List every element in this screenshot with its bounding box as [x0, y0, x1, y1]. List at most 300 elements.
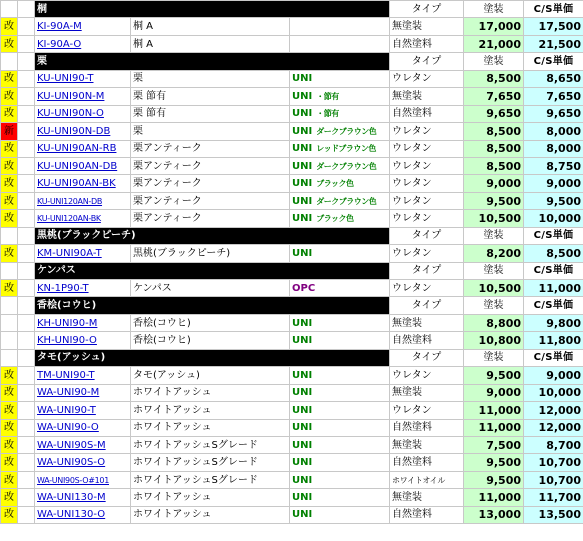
product-name: 栗アンティーク [131, 210, 290, 227]
product-name: 栗アンティーク [131, 140, 290, 157]
status-flag: 改 [1, 471, 18, 488]
price-cs-header: C/S単価 [524, 53, 583, 70]
product-name: ホワイトアッシュSグレード [131, 471, 290, 488]
type-cell [290, 489, 390, 506]
finish-cell: 無塗装 [390, 384, 464, 401]
gap-cell [18, 18, 35, 35]
price-cs: 8,500 [464, 123, 524, 140]
finish-header: 塗装 [464, 349, 524, 366]
product-name: タモ(アッシュ) [131, 367, 290, 384]
gap-cell [18, 402, 35, 419]
gap-cell [18, 384, 35, 401]
section-header-row [1, 227, 583, 244]
finish-cell: 自然塗料 [390, 506, 464, 523]
finish-header: 塗装 [464, 262, 524, 279]
section-header-row [1, 262, 583, 279]
price-cs2: 10,000 [524, 210, 583, 227]
type-header: タイプ [390, 227, 464, 244]
type-header: タイプ [390, 349, 464, 366]
product-name: 桐 A [131, 35, 290, 52]
price-cs2: 8,000 [524, 123, 583, 140]
type-label: UNI [292, 387, 313, 399]
gap-cell [18, 157, 35, 174]
price-cs: 8,500 [464, 70, 524, 87]
product-code-cell [35, 402, 131, 419]
gap-cell [18, 471, 35, 488]
table-row [1, 175, 583, 192]
product-code-link[interactable]: WA-UNI90-T [37, 404, 96, 416]
finish-cell: 無塗装 [390, 18, 464, 35]
type-cell [290, 210, 390, 227]
price-cs: 10,500 [464, 280, 524, 297]
gap-cell [18, 245, 35, 262]
price-cs2: 7,650 [524, 88, 583, 105]
type-header: タイプ [390, 53, 464, 70]
section-header-row [1, 53, 583, 70]
product-code-link[interactable]: WA-UNI90S-O#101 [37, 475, 109, 485]
price-cs2: 9,000 [524, 175, 583, 192]
price-cs: 21,000 [464, 35, 524, 52]
type-label: UNI [292, 247, 313, 259]
product-name: ホワイトアッシュSグレード [131, 436, 290, 453]
price-cs2: 9,800 [524, 314, 583, 331]
product-name: 香桧(コウヒ) [131, 314, 290, 331]
price-cs: 8,200 [464, 245, 524, 262]
product-name: 香桧(コウヒ) [131, 332, 290, 349]
type-label: UNI [292, 509, 313, 521]
finish-cell: ウレタン [390, 140, 464, 157]
product-name: 黒桃(ブラックピーチ) [131, 245, 290, 262]
price-cs: 9,500 [464, 471, 524, 488]
table-row [1, 489, 583, 506]
table-row [1, 105, 583, 122]
status-flag: 改 [1, 18, 18, 35]
gap-cell [18, 53, 35, 70]
flag-cell [1, 297, 18, 314]
price-cs-header: C/S単価 [524, 227, 583, 244]
product-code-link[interactable]: KU-UNI90N-DB [37, 125, 111, 137]
type-label: UNI [292, 160, 313, 172]
price-cs: 13,000 [464, 506, 524, 523]
finish-header: 塗装 [464, 297, 524, 314]
product-code-cell [35, 140, 131, 157]
table-row [1, 192, 583, 209]
section-title: 栗 [35, 53, 390, 70]
price-cs: 17,000 [464, 18, 524, 35]
product-code-cell [35, 489, 131, 506]
price-cs2: 13,500 [524, 506, 583, 523]
type-label: OPC [292, 282, 316, 294]
type-header: タイプ [390, 297, 464, 314]
finish-cell: ウレタン [390, 123, 464, 140]
price-cs: 7,500 [464, 436, 524, 453]
finish-cell: 自然塗料 [390, 454, 464, 471]
type-cell [290, 436, 390, 453]
product-code-cell [35, 506, 131, 523]
product-code-link[interactable]: KH-UNI90-O [37, 335, 97, 347]
type-label: UNI [292, 178, 313, 190]
product-code-cell [35, 157, 131, 174]
product-code-cell [35, 35, 131, 52]
flag-cell [1, 349, 18, 366]
type-label: UNI [292, 143, 313, 155]
product-name: ホワイトアッシュ [131, 419, 290, 436]
product-code-cell [35, 123, 131, 140]
table-row [1, 70, 583, 87]
gap-cell [18, 349, 35, 366]
status-flag: 改 [1, 175, 18, 192]
product-code-cell [35, 384, 131, 401]
status-flag: 改 [1, 436, 18, 453]
finish-cell: ウレタン [390, 175, 464, 192]
status-flag [1, 314, 18, 331]
type-sub-label: ブラック色 [316, 179, 354, 189]
gap-cell [18, 489, 35, 506]
finish-cell: ウレタン [390, 280, 464, 297]
price-cs: 9,500 [464, 367, 524, 384]
type-label: UNI [292, 369, 313, 381]
type-cell [290, 506, 390, 523]
gap-cell [18, 227, 35, 244]
price-cs: 9,500 [464, 192, 524, 209]
type-sub-label: ブラック色 [316, 213, 354, 223]
type-cell [290, 419, 390, 436]
product-name: ホワイトアッシュ [131, 384, 290, 401]
type-label: UNI [292, 125, 313, 137]
product-name: ホワイトアッシュSグレード [131, 454, 290, 471]
status-flag [1, 332, 18, 349]
finish-cell: ウレタン [390, 192, 464, 209]
gap-cell [18, 35, 35, 52]
price-cs2: 9,650 [524, 105, 583, 122]
gap-cell [18, 210, 35, 227]
product-name: 栗 [131, 70, 290, 87]
section-title: 桐 [35, 1, 390, 18]
status-flag: 新 [1, 123, 18, 140]
table-row [1, 454, 583, 471]
finish-cell: ウレタン [390, 367, 464, 384]
gap-cell [18, 314, 35, 331]
table-row [1, 157, 583, 174]
type-cell [290, 140, 390, 157]
status-flag: 改 [1, 245, 18, 262]
price-cs2: 8,000 [524, 140, 583, 157]
product-code-cell [35, 280, 131, 297]
type-label: UNI [292, 212, 313, 224]
price-cs: 11,000 [464, 402, 524, 419]
gap-cell [18, 140, 35, 157]
product-code-link[interactable]: KU-UNI90N-M [37, 90, 105, 102]
type-cell [290, 18, 390, 35]
product-code-cell [35, 175, 131, 192]
type-label: UNI [292, 90, 313, 102]
product-code-link[interactable]: KN-1P90-T [37, 282, 89, 294]
type-sub-label: ダークブラウン色 [316, 126, 377, 136]
product-code-link[interactable]: WA-UNI90S-O [37, 457, 106, 469]
table-body [1, 1, 583, 524]
table-row [1, 210, 583, 227]
price-cs: 9,650 [464, 105, 524, 122]
type-cell [290, 367, 390, 384]
table-row [1, 245, 583, 262]
product-code-cell [35, 314, 131, 331]
price-cs: 11,000 [464, 419, 524, 436]
table-row [1, 471, 583, 488]
type-sub-label: レッドブラウン色 [316, 144, 376, 154]
price-cs: 7,650 [464, 88, 524, 105]
product-code-link[interactable]: WA-UNI130-M [37, 491, 106, 503]
price-cs-header: C/S単価 [524, 297, 583, 314]
table-row [1, 384, 583, 401]
product-code-cell [35, 419, 131, 436]
type-cell [290, 471, 390, 488]
status-flag: 改 [1, 454, 18, 471]
gap-cell [18, 332, 35, 349]
price-cs2: 9,500 [524, 192, 583, 209]
type-sub-label: ダークブラウン色 [316, 161, 377, 171]
finish-header: 塗装 [464, 227, 524, 244]
product-code-link[interactable]: KI-90A-O [37, 38, 82, 50]
type-header: タイプ [390, 1, 464, 18]
product-code-link[interactable]: WA-UNI130-O [37, 509, 106, 521]
gap-cell [18, 506, 35, 523]
product-code-link[interactable]: KU-UNI120AN-BK [37, 213, 101, 223]
status-flag: 改 [1, 210, 18, 227]
price-cs-header: C/S単価 [524, 262, 583, 279]
product-name: 栗アンティーク [131, 157, 290, 174]
status-flag: 改 [1, 367, 18, 384]
status-flag: 改 [1, 419, 18, 436]
product-name: 栗 節有 [131, 105, 290, 122]
table-row [1, 367, 583, 384]
finish-cell: ウレタン [390, 210, 464, 227]
price-cs-header: C/S単価 [524, 349, 583, 366]
price-cs: 8,500 [464, 157, 524, 174]
product-name: ホワイトアッシュ [131, 506, 290, 523]
type-cell [290, 314, 390, 331]
finish-header: 塗装 [464, 1, 524, 18]
table-row [1, 280, 583, 297]
type-cell [290, 245, 390, 262]
gap-cell [18, 297, 35, 314]
flag-cell [1, 227, 18, 244]
finish-cell: 自然塗料 [390, 419, 464, 436]
section-title: ケンパス [35, 262, 390, 279]
product-name: 栗アンティーク [131, 192, 290, 209]
product-name: ホワイトアッシュ [131, 402, 290, 419]
type-sub-label: ・節有 [316, 109, 339, 119]
price-cs: 11,000 [464, 489, 524, 506]
price-cs2: 10,700 [524, 454, 583, 471]
gap-cell [18, 70, 35, 87]
price-cs2: 8,700 [524, 436, 583, 453]
type-label: UNI [292, 195, 313, 207]
price-cs2: 12,000 [524, 402, 583, 419]
status-flag: 改 [1, 489, 18, 506]
status-flag: 改 [1, 384, 18, 401]
product-code-link[interactable]: KI-90A-M [37, 21, 82, 33]
type-cell [290, 192, 390, 209]
finish-cell: 自然塗料 [390, 35, 464, 52]
type-cell [290, 157, 390, 174]
product-code-link[interactable]: WA-UNI90-O [37, 422, 99, 434]
type-label: UNI [292, 404, 313, 416]
price-cs: 10,800 [464, 332, 524, 349]
type-cell [290, 384, 390, 401]
gap-cell [18, 123, 35, 140]
gap-cell [18, 262, 35, 279]
gap-cell [18, 105, 35, 122]
price-cs2: 21,500 [524, 35, 583, 52]
type-label: UNI [292, 317, 313, 329]
finish-cell: ウレタン [390, 70, 464, 87]
section-header-row [1, 1, 583, 18]
gap-cell [18, 192, 35, 209]
type-label: UNI [292, 457, 313, 469]
type-cell [290, 123, 390, 140]
type-sub-label: ・節有 [316, 91, 339, 101]
flag-cell [1, 1, 18, 18]
price-cs2: 11,700 [524, 489, 583, 506]
product-code-cell [35, 367, 131, 384]
price-cs2: 8,750 [524, 157, 583, 174]
finish-cell: 自然塗料 [390, 332, 464, 349]
product-code-link[interactable]: KU-UNI90N-O [37, 108, 104, 120]
product-code-link[interactable]: KM-UNI90A-T [37, 247, 102, 259]
finish-header: 塗装 [464, 53, 524, 70]
product-code-cell [35, 105, 131, 122]
finish-cell: 無塗装 [390, 489, 464, 506]
product-code-link[interactable]: KU-UNI90-T [37, 73, 94, 85]
type-cell [290, 88, 390, 105]
table-row [1, 332, 583, 349]
gap-cell [18, 436, 35, 453]
type-label: UNI [292, 491, 313, 503]
product-name: 栗 [131, 123, 290, 140]
product-code-cell [35, 471, 131, 488]
product-code-cell [35, 192, 131, 209]
section-header-row [1, 297, 583, 314]
type-cell [290, 332, 390, 349]
gap-cell [18, 175, 35, 192]
flag-cell [1, 53, 18, 70]
product-code-link[interactable]: WA-UNI90-M [37, 387, 100, 399]
section-title: 黒桃(ブラックピーチ) [35, 227, 390, 244]
status-flag: 改 [1, 192, 18, 209]
price-cs-header: C/S単価 [524, 1, 583, 18]
section-title: タモ(アッシュ) [35, 349, 390, 366]
table-row [1, 18, 583, 35]
status-flag: 改 [1, 35, 18, 52]
table-row [1, 140, 583, 157]
gap-cell [18, 1, 35, 18]
price-cs2: 11,800 [524, 332, 583, 349]
price-cs: 8,500 [464, 140, 524, 157]
product-code-cell [35, 245, 131, 262]
table-row [1, 436, 583, 453]
gap-cell [18, 419, 35, 436]
type-label: UNI [292, 335, 313, 347]
price-cs: 10,500 [464, 210, 524, 227]
finish-cell: 自然塗料 [390, 105, 464, 122]
product-code-link[interactable]: WA-UNI90S-M [37, 439, 106, 451]
product-name: ホワイトアッシュ [131, 489, 290, 506]
status-flag: 改 [1, 88, 18, 105]
price-cs2: 10,000 [524, 384, 583, 401]
type-cell [290, 454, 390, 471]
finish-cell: 無塗装 [390, 314, 464, 331]
product-code-cell [35, 70, 131, 87]
product-code-link[interactable]: KU-UNI120AN-DB [37, 196, 103, 206]
price-cs: 8,800 [464, 314, 524, 331]
table-row [1, 314, 583, 331]
finish-cell: 無塗装 [390, 436, 464, 453]
price-cs2: 11,000 [524, 280, 583, 297]
price-cs2: 8,500 [524, 245, 583, 262]
type-cell [290, 105, 390, 122]
section-header-row [1, 349, 583, 366]
product-name: 栗アンティーク [131, 175, 290, 192]
status-flag: 改 [1, 157, 18, 174]
price-cs2: 17,500 [524, 18, 583, 35]
product-name: ケンパス [131, 280, 290, 297]
product-code-cell [35, 332, 131, 349]
finish-cell: ウレタン [390, 245, 464, 262]
finish-cell: 無塗装 [390, 88, 464, 105]
price-cs2: 10,700 [524, 471, 583, 488]
status-flag: 改 [1, 70, 18, 87]
status-flag: 改 [1, 402, 18, 419]
type-cell [290, 175, 390, 192]
status-flag: 改 [1, 105, 18, 122]
finish-cell: ウレタン [390, 402, 464, 419]
status-flag: 改 [1, 506, 18, 523]
flag-cell [1, 262, 18, 279]
product-code-link[interactable]: KU-UNI90AN-RB [37, 143, 117, 155]
gap-cell [18, 88, 35, 105]
finish-cell: ウレタン [390, 157, 464, 174]
gap-cell [18, 454, 35, 471]
price-cs: 9,500 [464, 454, 524, 471]
price-cs2: 12,000 [524, 419, 583, 436]
table-row [1, 123, 583, 140]
product-code-link[interactable]: KU-UNI90AN-BK [37, 178, 116, 190]
product-name: 桐 A [131, 18, 290, 35]
price-cs2: 9,000 [524, 367, 583, 384]
product-code-cell [35, 210, 131, 227]
type-label: UNI [292, 108, 313, 120]
type-header: タイプ [390, 262, 464, 279]
table-row [1, 402, 583, 419]
table-row [1, 35, 583, 52]
table-row [1, 506, 583, 523]
product-code-link[interactable]: KH-UNI90-M [37, 317, 98, 329]
section-title: 香桧(コウヒ) [35, 297, 390, 314]
product-code-link[interactable]: TM-UNI90-T [37, 369, 95, 381]
type-cell [290, 70, 390, 87]
type-cell [290, 402, 390, 419]
status-flag: 改 [1, 140, 18, 157]
table-row [1, 88, 583, 105]
finish-cell: ホワイトオイル [390, 471, 464, 488]
product-code-link[interactable]: KU-UNI90AN-DB [37, 160, 118, 172]
gap-cell [18, 280, 35, 297]
status-flag: 改 [1, 280, 18, 297]
product-code-cell [35, 436, 131, 453]
type-label: UNI [292, 73, 313, 85]
type-label: UNI [292, 474, 313, 486]
product-code-cell [35, 454, 131, 471]
